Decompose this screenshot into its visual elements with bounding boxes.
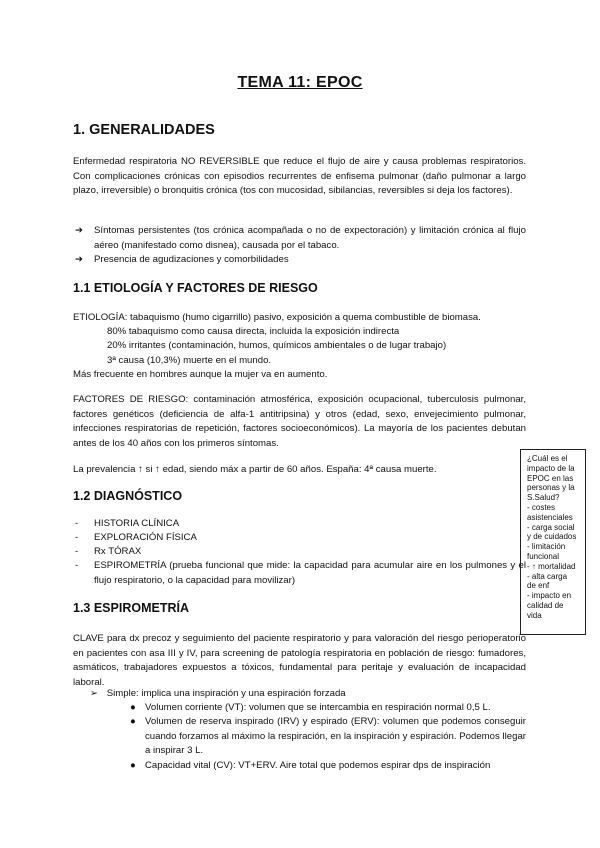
note-line: - impacto en [527, 591, 572, 601]
factores-riesgo-paragraph: FACTORES DE RIESGO: contaminación atmosférica, exposición ocupacional, tuberculosis pulmonar, factores genéticos (deficiencia de alfa-1 antitripsina) y otros (edad, sexo, envejecimiento pulmonar, infecciones respiratorias de repetición, factores socioeconómicos). La mayoría de los pacientes debutan antes de los 40 años con los primeros síntomas. [73, 394, 526, 449]
note-line: de enf [527, 581, 550, 591]
note-line: funcional [527, 551, 560, 561]
etiologia-text: ETIOLOGÍA: tabaquismo (humo cigarrillo) pasivo, exposición a quema combustible de biomasa. [73, 312, 481, 323]
intro-paragraph: Enfermedad respiratoria NO REVERSIBLE que reduce el flujo de aire y causa problemas respiratorios. Con complicaciones crónicas con episodios recurrentes de enfisema pulmonar (daño pulmonar a largo plazo, irreversible) o bronquitis crónica (tos con mucosidad, sibilancias, reversibles si deja los factores). [73, 156, 526, 197]
arrow-bullet-icon: ➔ [75, 225, 84, 236]
diagnostic-list-item [73, 559, 526, 589]
etiologia-sub-item: 80% tabaquismo como causa directa, incluida la exposición indirecta [107, 326, 400, 337]
etiologia-sub-item: 20% irritantes (contaminación, humos, químicos ambientales o de lugar trabajo) [107, 340, 447, 351]
espirometria-paragraph: CLAVE para dx precoz y seguimiento del paciente respiratorio y para valoración del riesgo perioperatorio en pacientes con asa III y IV, para screening de patología respiratoria en población de riesgo: fumadores, asmáticos, trabajadores expuestos a tóxicos, fundamental para peritaje y evaluación de incapacidad laboral. [73, 633, 526, 688]
simple-text: Simple: implica una inspiración y una espiración forzada [106, 688, 346, 699]
simple-list-item [90, 687, 346, 702]
note-line: vida [527, 610, 542, 620]
note-line: y de cuidados [527, 532, 577, 542]
prevalencia-text: La prevalencia ↑ si ↑ edad, siendo máx a partir de 60 años. España: 4ª causa muerte. [73, 464, 437, 475]
diagnostic-list-item [73, 531, 526, 546]
diagnostic-list-item [73, 517, 526, 532]
arrow-list-text: Presencia de agudizaciones y comorbilidades [94, 254, 289, 265]
note-line: - ↑ mortalidad [527, 561, 576, 571]
diagnostic-item-text: HISTORIA CLÍNICA [94, 518, 180, 529]
point-text: Volumen de reserva inspirado (IRV) y espirado (ERV): volumen que podemos conseguir cuando forzamos al máximo la respiración, en la inspiración y espiración. Podemos llegar a inspirar 3 L. [145, 716, 526, 757]
arrow-list-text: Síntomas persistentes (tos crónica acompañada o no de expectoración) y limitación crónica al flujo aéreo (manifestado como disnea), causada por el tabaco. [94, 225, 526, 251]
dash-bullet: - [75, 546, 79, 557]
diagnostic-item-text: Rx TÓRAX [94, 546, 142, 557]
dash-bullet: - [75, 518, 79, 529]
note-line: calidad de [527, 600, 564, 610]
etiologia-sub-item: 3ª causa (10,3%) muerte en el mundo. [107, 355, 272, 366]
note-line: - limitación [527, 542, 566, 552]
point-text: Volumen corriente (VT): volumen que se intercambia en respiración normal 0,5 L. [145, 702, 491, 713]
section-heading-etiologia: 1.1 ETIOLOGÍA Y FACTORES DE RIESGO [73, 281, 318, 295]
point-text: Capacidad vital (CV): VT+ERV. Aire total que podemos espirar dps de inspiración [145, 760, 491, 771]
section-heading-generalidades: 1. GENERALIDADES [73, 122, 215, 138]
frecuencia-text: Más frecuente en hombres aunque la mujer va en aumento. [73, 369, 328, 380]
note-line: - alta carga [527, 571, 568, 581]
arrow-bullet-icon: ➔ [75, 254, 84, 265]
diagnostic-item-text: ESPIROMETRÍA (prueba funcional que mide: la capacidad para acumular aire en los pulmones y el flujo respiratorio, o la capacidad para movilizar) [94, 560, 526, 586]
note-line: ¿Cuál es el [527, 454, 568, 463]
note-line: asistenciales [527, 512, 573, 522]
note-line: personas y la [527, 483, 575, 493]
dash-bullet: - [75, 532, 79, 543]
section-heading-diagnostico: 1.2 DIAGNÓSTICO [73, 489, 183, 503]
dot-bullet-icon: ● [130, 702, 136, 713]
dash-bullet: - [75, 560, 79, 571]
section-heading-espirometria: 1.3 ESPIROMETRÍA [73, 601, 189, 615]
note-line: S.Salud? [527, 493, 560, 503]
point-list-item [130, 759, 526, 774]
arrow-list-item [73, 224, 526, 254]
note-line: EPOC en las [527, 473, 574, 483]
page-title: TEMA 11: EPOC [237, 74, 363, 91]
note-line: - costes [527, 502, 556, 512]
point-list-item [130, 701, 526, 716]
dot-bullet-icon: ● [130, 760, 136, 771]
arrow-list-item [73, 253, 526, 268]
diagnostic-item-text: EXPLORACIÓN FÍSICA [94, 532, 197, 543]
diagnostic-list-item [73, 545, 526, 560]
note-line: impacto de la [527, 463, 575, 473]
impact-note-box [520, 449, 586, 635]
note-line: - carga social [527, 522, 575, 532]
triangle-bullet-icon: ➢ [90, 688, 99, 699]
point-list-item [130, 715, 526, 759]
dot-bullet-icon: ● [130, 716, 136, 727]
